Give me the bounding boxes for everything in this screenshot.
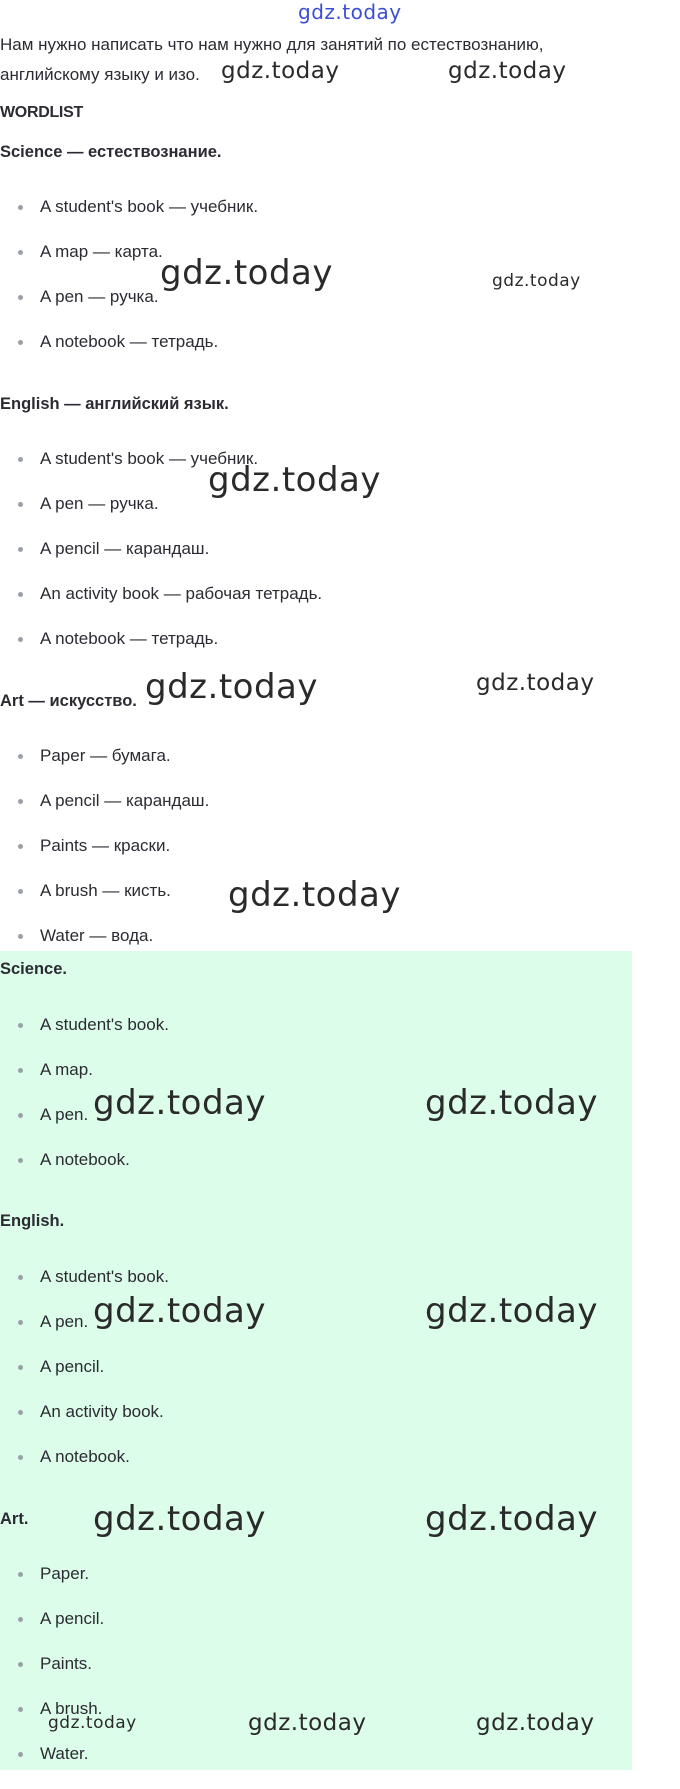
bullet-icon <box>18 934 23 939</box>
list-item: Paper — бумага. <box>0 746 600 791</box>
list-item: A map — карта. <box>0 242 600 287</box>
list-item: Paper. <box>0 1564 600 1609</box>
bullet-icon <box>18 1320 23 1325</box>
bullet-icon <box>18 502 23 507</box>
bullet-icon <box>18 250 23 255</box>
list-item: A notebook. <box>0 1150 600 1195</box>
list-item: An activity book — рабочая тетрадь. <box>0 584 600 629</box>
answer-english-list <box>0 1267 600 1492</box>
bullet-icon <box>18 637 23 642</box>
list-item: A notebook — тетрадь. <box>0 332 600 377</box>
bullet-icon <box>18 1752 23 1757</box>
wordlist-science-list <box>0 197 600 377</box>
list-item: A brush — кисть. <box>0 881 600 926</box>
list-item: An activity book. <box>0 1402 600 1447</box>
answer-science-title: Science. <box>0 960 67 978</box>
bullet-icon <box>18 592 23 597</box>
list-item: A brush. <box>0 1699 600 1744</box>
answer-art-title: Art. <box>0 1510 29 1528</box>
list-item: A pen — ручка. <box>0 494 600 539</box>
bullet-icon <box>18 1662 23 1667</box>
list-item: Paints. <box>0 1654 600 1699</box>
list-item: A student's book — учебник. <box>0 197 600 242</box>
list-item: Paints — краски. <box>0 836 600 881</box>
bullet-icon <box>18 547 23 552</box>
watermark: gdz.today <box>208 460 381 500</box>
watermark: gdz.today <box>145 667 318 707</box>
bullet-icon <box>18 1572 23 1577</box>
intro-text: Нам нужно написать что нам нужно для занятий по естествознанию, английскому языку и изо. <box>0 35 544 84</box>
bullet-icon <box>18 1023 23 1028</box>
list-item: A pencil. <box>0 1609 600 1654</box>
bullet-icon <box>18 1158 23 1163</box>
bullet-icon <box>18 1275 23 1280</box>
bullet-icon <box>18 1455 23 1460</box>
list-item: A pencil. <box>0 1357 600 1402</box>
bullet-icon <box>18 457 23 462</box>
list-item: A student's book. <box>0 1015 600 1060</box>
watermark: gdz.today <box>425 1499 598 1539</box>
watermark: gdz.today <box>448 58 567 84</box>
watermark: gdz.today <box>425 1083 598 1123</box>
bullet-icon <box>18 844 23 849</box>
list-item: Water — вода. <box>0 926 600 971</box>
watermark: gdz.today <box>425 1291 598 1331</box>
list-item: A student's book. <box>0 1267 600 1312</box>
watermark: gdz.today <box>476 1710 595 1736</box>
watermark: gdz.today <box>492 271 581 291</box>
watermark: gdz.today <box>48 1713 137 1733</box>
wordlist-english-list <box>0 449 600 674</box>
watermark: gdz.today <box>93 1499 266 1539</box>
list-item: A pencil — карандаш. <box>0 539 600 584</box>
bullet-icon <box>18 1068 23 1073</box>
list-item: A pen — ручка. <box>0 287 600 332</box>
bullet-icon <box>18 889 23 894</box>
wordlist-english-title: English — английский язык. <box>0 395 229 413</box>
list-item: Water. <box>0 1744 600 1789</box>
watermark: gdz.today <box>221 58 340 84</box>
bullet-icon <box>18 295 23 300</box>
answer-english-title: English. <box>0 1212 65 1230</box>
watermark: gdz.today <box>160 253 333 293</box>
list-item: A notebook. <box>0 1447 600 1492</box>
bullet-icon <box>18 799 23 804</box>
list-item: A notebook — тетрадь. <box>0 629 600 674</box>
list-item: A pencil — карандаш. <box>0 791 600 836</box>
watermark: gdz.today <box>93 1291 266 1331</box>
bullet-icon <box>18 1365 23 1370</box>
bullet-icon <box>18 340 23 345</box>
watermark: gdz.today <box>228 875 401 915</box>
wordlist-science-title: Science — естествознание. <box>0 143 222 161</box>
bullet-icon <box>18 1113 23 1118</box>
answer-science-list <box>0 1015 600 1195</box>
answer-art-list <box>0 1564 600 1789</box>
bullet-icon <box>18 1707 23 1712</box>
list-item: A pen. <box>0 1105 600 1150</box>
bullet-icon <box>18 205 23 210</box>
bullet-icon <box>18 754 23 759</box>
wordlist-art-title: Art — искусство. <box>0 692 137 710</box>
watermark: gdz.today <box>93 1083 266 1123</box>
wordlist-art-list <box>0 746 600 971</box>
watermark: gdz.today <box>248 1710 367 1736</box>
list-item: A map. <box>0 1060 600 1105</box>
wordlist-heading: WORDLIST <box>0 104 83 121</box>
watermark: gdz.today <box>476 670 595 696</box>
list-item: A student's book — учебник. <box>0 449 600 494</box>
bullet-icon <box>18 1410 23 1415</box>
list-item: A pen. <box>0 1312 600 1357</box>
bullet-icon <box>18 1617 23 1622</box>
site-link[interactable]: gdz.today <box>298 0 402 24</box>
